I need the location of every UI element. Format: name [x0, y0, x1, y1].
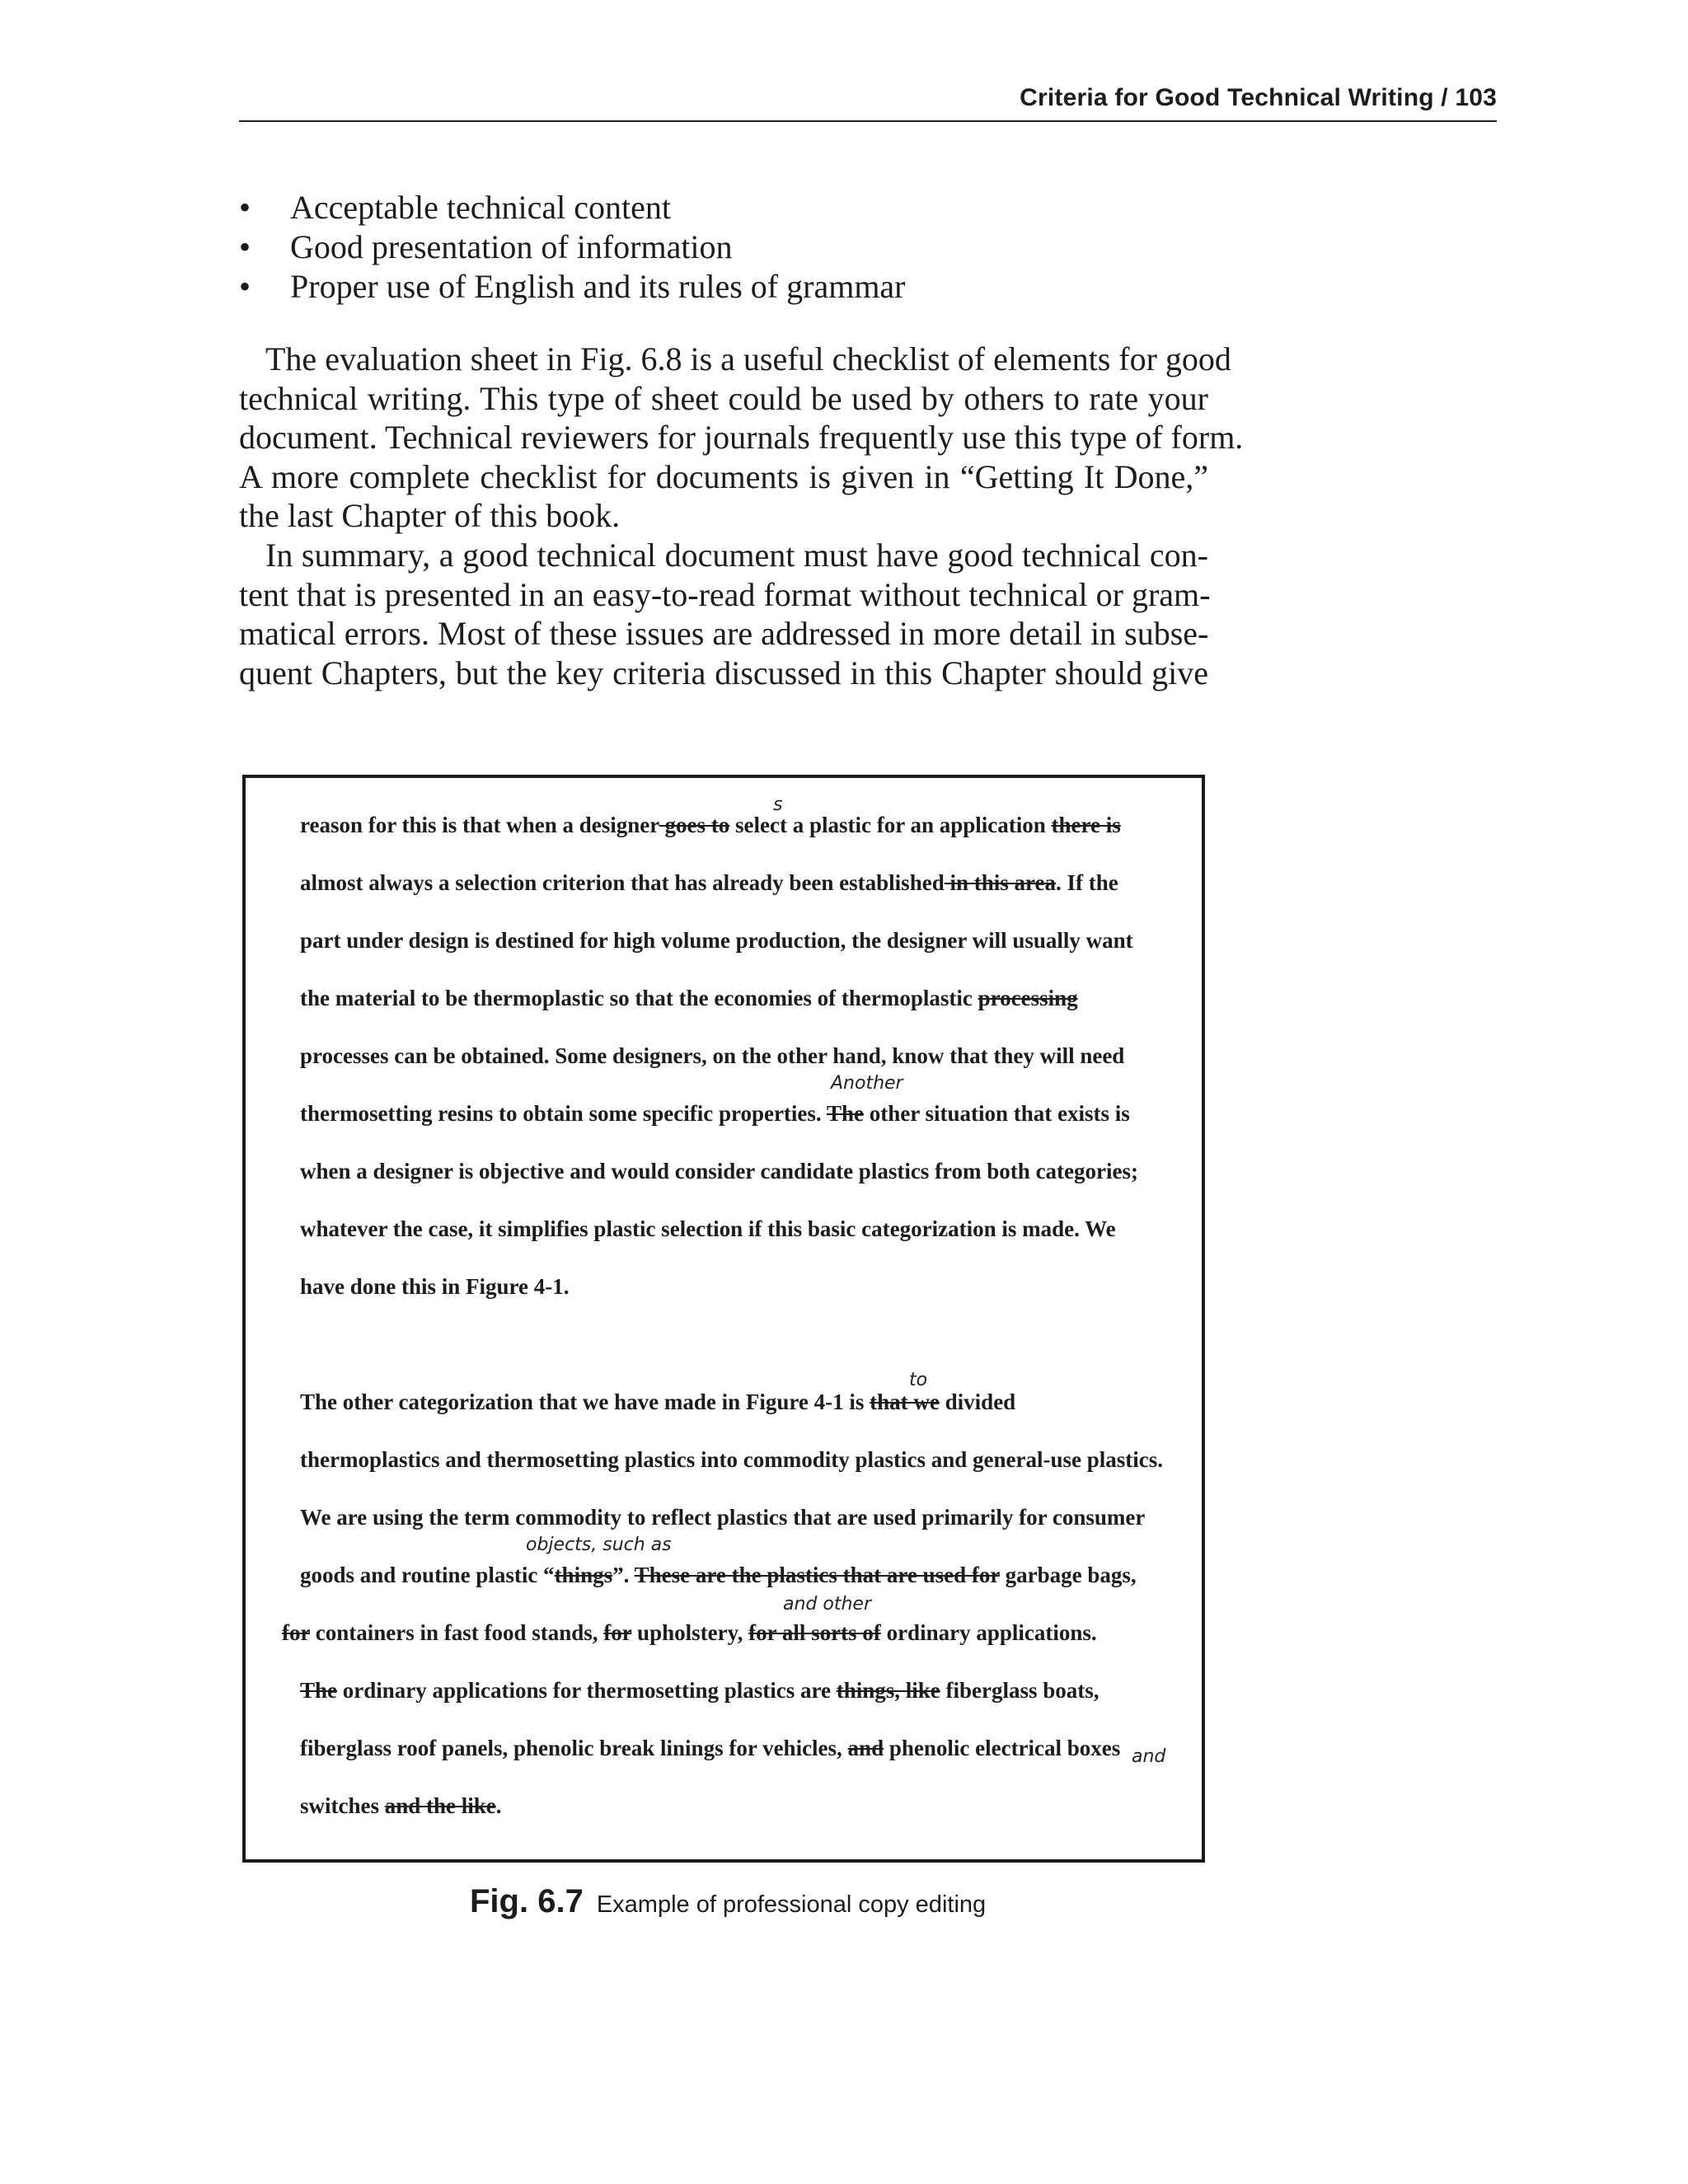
figure-text-segment: . If the [1055, 870, 1118, 895]
figure-text-segment: thermosetting resins to obtain some specific properties. [300, 1101, 827, 1126]
struck-text: for [603, 1620, 632, 1645]
figure-text-line [300, 1216, 1116, 1242]
figure-text-segment: have done this in Figure 4-1. [300, 1274, 570, 1299]
struck-text: These are the plastics that are used for [634, 1563, 1000, 1587]
figure-text-line [300, 813, 1121, 838]
figure-text-segment: ordinary applications for thermosetting plastics are [337, 1678, 837, 1703]
struck-text: in this area [944, 870, 1056, 895]
paragraph-line: tent that is presented in an easy-to-read format without technical or gram- [239, 575, 1211, 613]
bullet-dot: • [239, 228, 251, 265]
figure-text-segment: reason for this is that when a designer [300, 813, 659, 837]
struck-text: that we [870, 1390, 940, 1414]
paragraph-line: document. Technical reviewers for journals frequently use this type of form. [239, 419, 1244, 456]
figure-text-segment: select a plastic for an application [729, 813, 1052, 837]
figure-text-segment: . [495, 1793, 502, 1818]
body-paragraph-1 [239, 340, 1244, 536]
figure-text-line [300, 1505, 1145, 1530]
bullet-dot: • [239, 189, 251, 226]
figure-text-segment: thermoplastics and thermosetting plastics into commodity plastics and general-use plastics. [300, 1447, 1163, 1472]
figure-text-segment: The other categorization that we have made in Figure 4-1 is [300, 1390, 870, 1414]
paragraph-line: A more complete checklist for documents is given in “Getting It Done,” [239, 457, 1208, 495]
figure-text-segment: goods and routine plastic “ [300, 1563, 555, 1587]
paragraph-line: quent Chapters, but the key criteria discussed in this Chapter should give [239, 654, 1208, 691]
figure-text-segment: switches [300, 1793, 385, 1818]
figure-text-line [300, 1793, 502, 1819]
figure-number: Fig. 6.7 [470, 1883, 584, 1919]
figure-caption [470, 1883, 986, 1920]
figure-text-line [300, 1101, 1130, 1127]
paragraph-line: The evaluation sheet in Fig. 6.8 is a useful checklist of elements for good [265, 340, 1231, 377]
figure-text-segment: the material to be thermoplastic so that the economies of thermoplastic [300, 986, 978, 1010]
struck-text: things, like [836, 1678, 940, 1703]
bullet-item [239, 227, 906, 267]
figure-text-line [300, 928, 1133, 954]
figure-text-segment: divided [939, 1390, 1016, 1414]
handwritten-insert-mark: to [909, 1370, 928, 1390]
copy-edit-figure [242, 775, 1205, 1863]
figure-text-segment: fiberglass roof panels, phenolic break linings for vehicles, [300, 1736, 848, 1760]
handwritten-insert-mark: objects, such as [526, 1535, 672, 1555]
bullet-item [239, 267, 906, 307]
struck-text: and [847, 1736, 884, 1760]
running-head [239, 79, 1497, 122]
figure-text-segment: whatever the case, it simplifies plastic selection if this basic categorization is made. We [300, 1216, 1116, 1241]
figure-text-segment: processes can be obtained. Some designers, on the other hand, know that they will need [300, 1043, 1125, 1068]
struck-text: and the like [384, 1793, 496, 1818]
figure-text-line [300, 1159, 1138, 1184]
figure-caption-text: Example of professional copy editing [596, 1891, 987, 1918]
struck-text: The [826, 1101, 864, 1126]
figure-text-line [300, 1736, 1120, 1761]
struck-text: things [554, 1563, 613, 1587]
bullet-text: Acceptable technical content [290, 189, 671, 226]
paragraph-line: matical errors. Most of these issues are addressed in more detail in subse- [239, 615, 1209, 652]
figure-text-segment: We are using the term commodity to reflect plastics that are used primarily for consumer [300, 1505, 1146, 1530]
figure-text-line [300, 1563, 1137, 1588]
figure-text-line [300, 986, 1078, 1011]
figure-text-line [300, 1043, 1124, 1069]
figure-text-segment: ”. [612, 1563, 635, 1587]
figure-text-segment: when a designer is objective and would consider candidate plastics from both categories; [300, 1159, 1138, 1183]
paragraph-line: In summary, a good technical document must have good technical con- [265, 537, 1208, 574]
figure-text-line [282, 1620, 1097, 1646]
struck-text: processing [978, 986, 1078, 1010]
figure-text-segment: upholstery, [631, 1620, 749, 1645]
figure-text-line [300, 1678, 1100, 1704]
paragraph-line: technical writing. This type of sheet could be used by others to rate your [239, 379, 1208, 417]
figure-text-segment: phenolic electrical boxes [884, 1736, 1121, 1760]
struck-text: goes to [659, 813, 730, 837]
figure-text-line [300, 1390, 1015, 1415]
handwritten-insert-mark: and [1132, 1746, 1166, 1767]
paragraph-line: the last Chapter of this book. [239, 497, 621, 534]
struck-text: for all sorts of [748, 1620, 881, 1645]
handwritten-insert-mark: and other [783, 1594, 871, 1615]
bullet-text: Proper use of English and its rules of grammar [290, 268, 906, 305]
figure-text-line [300, 870, 1118, 896]
handwritten-insert-mark: Another [831, 1073, 903, 1094]
figure-text-segment: ordinary applications. [880, 1620, 1097, 1645]
struck-text: for [282, 1620, 310, 1645]
running-head-text: Criteria for Good Technical Writing / 103 [1020, 84, 1497, 111]
figure-text-segment: containers in fast food stands, [310, 1620, 604, 1645]
figure-text-segment: almost always a selection criterion that has already been established [300, 870, 945, 895]
figure-text-segment: fiberglass boats, [940, 1678, 1100, 1703]
figure-text-line [300, 1447, 1163, 1473]
bullet-text: Good presentation of information [290, 228, 733, 265]
struck-text: there is [1051, 813, 1121, 837]
figure-text-segment: garbage bags, [999, 1563, 1137, 1587]
bullet-list [239, 188, 906, 307]
handwritten-insert-mark: s [773, 794, 783, 815]
figure-text-segment: other situation that exists is [863, 1101, 1130, 1126]
body-paragraph-2 [239, 536, 1211, 692]
struck-text: The [300, 1678, 338, 1703]
figure-text-segment: part under design is destined for high volume production, the designer will usually want [300, 928, 1133, 953]
bullet-dot: • [239, 268, 251, 305]
bullet-item [239, 188, 906, 227]
figure-text-line [300, 1274, 570, 1300]
